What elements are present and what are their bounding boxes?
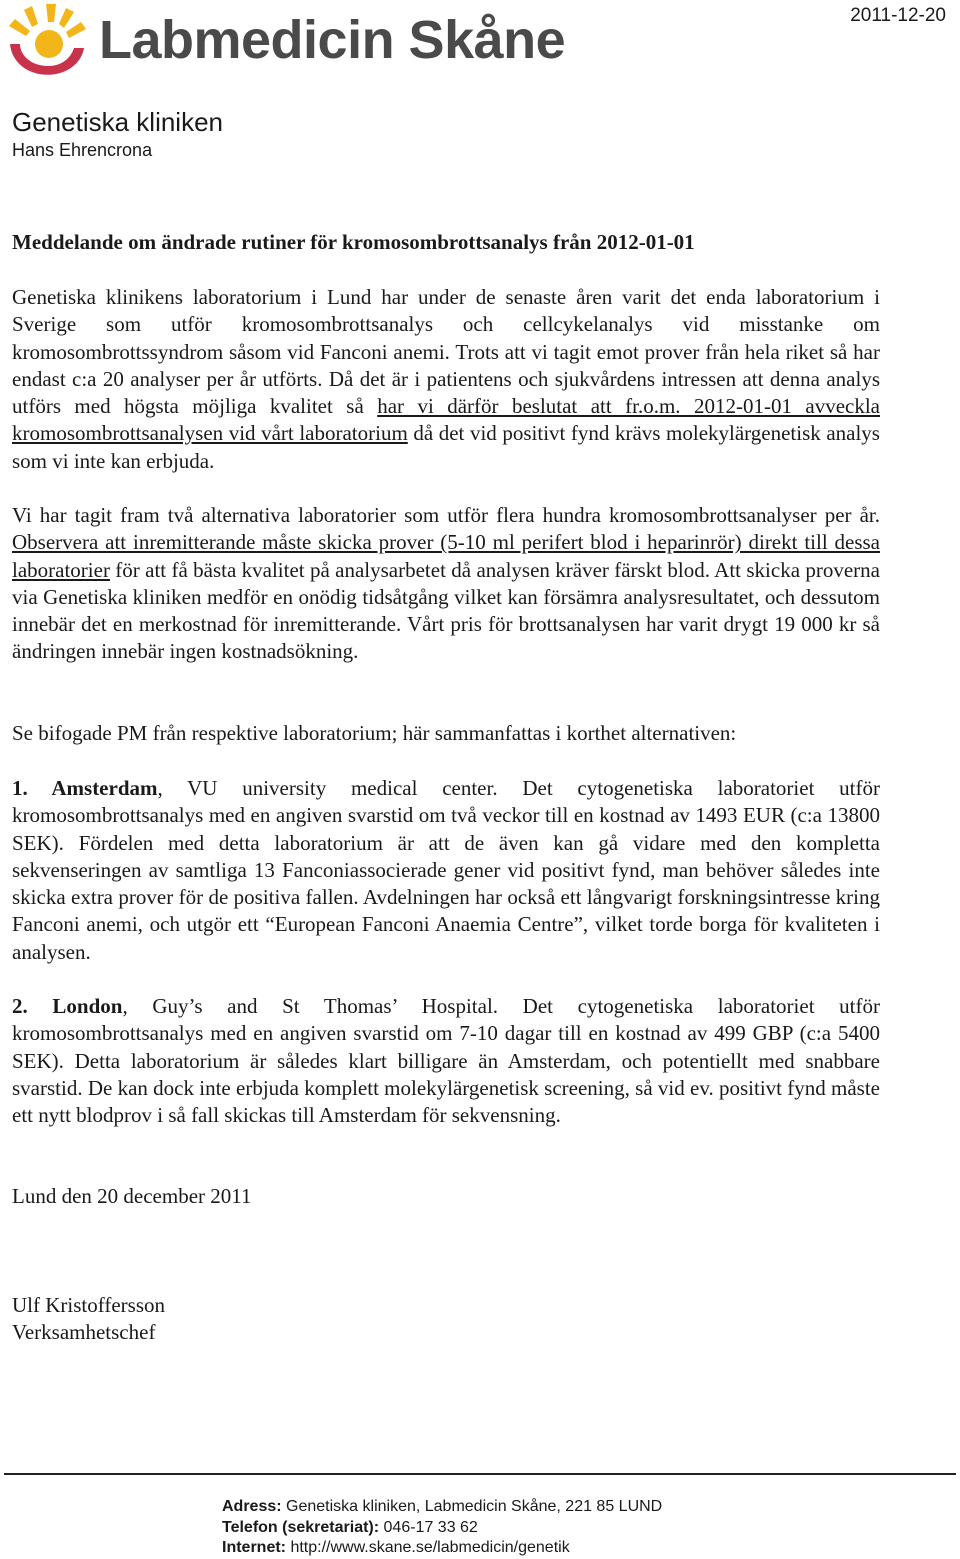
footer-internet: [222, 1538, 662, 1559]
page-title: Meddelande om ändrade rutiner för kromosombrottsanalys från 2012-01-01: [12, 230, 695, 254]
alternative-city: London: [52, 994, 123, 1018]
internet-link[interactable]: http://www.skane.se/labmedicin/genetik: [286, 1539, 570, 1556]
alternative-description: , Guy’s and St Thomas’ Hospital. Det cytogenetiska laboratoriet utför kromosombrottsanalys med en angiven svarstid om 7-10 dagar till en kostnad av 499 GBP (c:a 5400 SEK). Detta laboratorium är således klart billigare än Amsterdam, och potentiellt med snabbare svarstid. De kan dock inte erbjuda komplett molekylärgenetisk screening, så vid ev. positivt fynd måste ett nytt blodprov i så fall skickas till Amsterdam för sekvensning.: [12, 994, 880, 1128]
phone-value: 046-17 33 62: [379, 1518, 478, 1536]
alternative-description: , VU university medical center. Det cytogenetiska laboratoriet utför kromosombrottsanalys med en angiven svarstid om två veckor till en kostnad av 1493 EUR (c:a 13800 SEK). Fördelen med detta laboratorium är att de även kan gå vidare med den kompletta sekvenseringen av samtliga 13 Fanconiassocierade gener vid positivt fynd, man behöver således inte skicka extra prover för de positiva fallen. Avdelningen har också ett långvarigt forskningsintresse kring Fanconi anemi, och utgör ett “European Fanconi Anaemia Centre”, vilket torde borga för kvaliteten i analysen.: [12, 776, 880, 964]
alternative-amsterdam: [12, 775, 880, 966]
intro-paragraph: [12, 284, 880, 475]
alternative-number: 2.: [12, 994, 53, 1018]
alternative-city: Amsterdam: [51, 776, 158, 800]
footer-phone: [222, 1518, 662, 1539]
closing-place-date: Lund den 20 december 2011: [12, 1184, 252, 1208]
address-value: Genetiska kliniken, Labmedicin Skåne, 221 85 LUND: [281, 1498, 663, 1515]
logo-wordmark: Labmedicin Skåne: [99, 10, 566, 70]
department-name: Genetiska kliniken: [12, 107, 223, 137]
alternatives-text-b: för att få bästa kvalitet på analysarbetet då analysen kräver färskt blod. Att skicka proverna via Genetiska kliniken medför en onödig tidsåtgång vilket kan försämra analysresultatet, och dessutom innebär det en merkostnad för inremitterande. Vårt pris för brottsanalysen har varit drygt 19 000 kr så ändringen innebär ingen kostnadsökning.: [12, 557, 880, 664]
intro-decision-underlined: har vi därför beslutat att fr.o.m. 2012-01-01 avveckla kromosombrottsanalysen vid vårt laboratorium: [12, 394, 880, 446]
labmedicin-logo: [6, 2, 576, 78]
intro-text-a: Genetiska klinikens laboratorium i Lund har under de senaste åren varit det enda laboratorium i Sverige som utför kromosombrottsanalys och cellcykelanalys vid misstanke om kromosombrottssyndrom såsom vid Fanconi anemi. Trots att vi tagit emot prover från hela riket så har endast c:a 20 analyser per år utförts. Då det är i patientens och sjukvårdens intressen att denna analys utförs med högsta möjliga kvalitet så: [12, 285, 880, 419]
alternatives-text-a: Vi har tagit fram två alternativa laboratorier som utför flera hundra kromosombrottsanalyser per år.: [12, 503, 880, 527]
alternative-london: [12, 993, 880, 1129]
phone-label: Telefon (sekretariat):: [222, 1518, 380, 1536]
signatory-role: Verksamhetschef: [12, 1320, 156, 1344]
footer-divider: [4, 1473, 956, 1475]
internet-label: Internet:: [222, 1539, 286, 1556]
footer-address: [222, 1497, 662, 1518]
intro-text-b: då det vid positivt fynd krävs molekylärgenetisk analys som vi inte kan erbjuda.: [12, 421, 880, 473]
footer-contact: [222, 1497, 662, 1559]
alternative-number: 1.: [12, 776, 52, 800]
signatory-name: Ulf Kristoffersson: [12, 1293, 166, 1317]
sun-logo-icon: [6, 2, 96, 78]
document-date: 2011-12-20: [850, 5, 946, 26]
alternatives-paragraph: [12, 502, 880, 666]
address-label: Adress:: [222, 1498, 282, 1515]
sampling-instruction-underlined: Observera att inremitterande måste skicka prover (5-10 ml perifert blod i heparinrör) direkt till dessa laboratorier: [12, 530, 880, 582]
author-name: Hans Ehrencrona: [12, 140, 153, 160]
summary-intro: Se bifogade PM från respektive laboratorium; här sammanfattas i korthet alternativen:: [12, 721, 737, 745]
